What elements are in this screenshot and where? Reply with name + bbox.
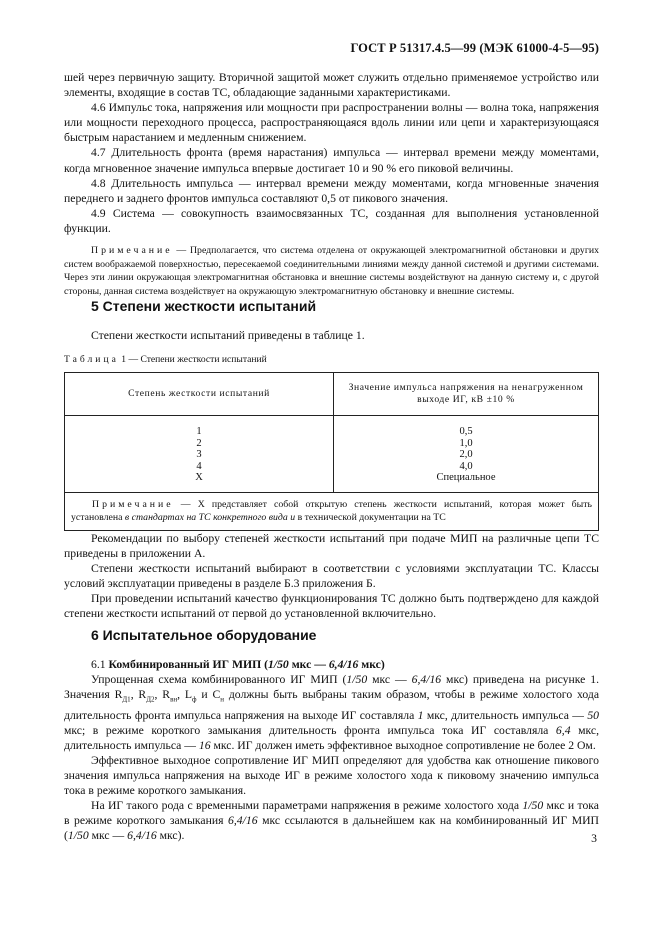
table-value: Специальное (436, 472, 496, 484)
table-col1-header: Степень жесткости испытаний (65, 373, 334, 416)
table-col2-header: Значение импульса напряжения на ненагруженном выходе ИГ, кВ ±10 % (334, 373, 599, 416)
t: , R (154, 688, 171, 702)
t: 6,4/16 (127, 829, 157, 843)
table-note-text-end: в технической документации на ТС (297, 512, 446, 524)
t: 6,4/16 (411, 673, 442, 687)
table-value: 1,0 (459, 437, 473, 449)
note-system (64, 244, 599, 298)
t: 1/50 (67, 829, 89, 843)
table-note-label: Примечание (92, 498, 174, 510)
section-6-text (64, 657, 599, 843)
table-row (65, 416, 599, 493)
page-number: 3 (591, 832, 597, 845)
t: Д1 (122, 695, 131, 704)
section-4-text (64, 70, 599, 298)
table-level: 3 (196, 449, 202, 461)
paragraph-4-8: 4.8 Длительность импульса — интервал времени между моментами, когда мгновенные значения переднего и заднего фронтов импульса составляют 0,5 от пикового значения. (64, 176, 599, 205)
table-caption (64, 354, 267, 365)
t: , L (177, 688, 193, 702)
t: Д2 (146, 695, 155, 704)
table-note-italic: в стандартах на ТС конкретного вида (124, 512, 288, 524)
t: мкс, длительность импульса — (64, 723, 599, 752)
table-levels-cell (65, 416, 334, 493)
table-note-row (65, 492, 599, 530)
t: ф (192, 695, 197, 704)
table-value: 2,0 (459, 449, 473, 461)
paragraph-4-9: 4.9 Система — совокупность взаимосвязанных ТС, созданная для выполнения установленной функции. (64, 206, 599, 235)
t: н (220, 695, 225, 704)
t: мкс ссылаются в дальнейшем как на комбинированный ИГ МИП ( (64, 814, 599, 843)
paragraph-continuation: шей через первичную защиту. Вторичной защитой может служить отдельно применяемое устройство или элементы, входящие в состав ТС, обладающие заданными характеристиками. (64, 71, 599, 100)
t: мкс и тока в режиме короткого замыкания (64, 799, 599, 828)
t: мкс; в режиме короткого замыкания длительность фронта импульса тока ИГ составляла (64, 723, 556, 737)
table-value: 0,5 (459, 426, 473, 437)
t: мкс, длительность импульса — (423, 708, 588, 722)
subsection-number: 6.1 (91, 658, 106, 671)
t: 6,4 (555, 723, 571, 737)
table-note-and: и (290, 512, 296, 524)
t: На ИГ такого рода с временными параметрами напряжения в режиме холостого хода (91, 799, 523, 813)
t: , R (130, 688, 147, 702)
section-5-intro: Степени жесткости испытаний приведены в таблице 1. (91, 329, 365, 342)
table-caption-label: Таблица (64, 354, 119, 365)
t: Упрощенная схема комбинированного ИГ МИП ( (91, 673, 347, 687)
t: должны быть выбраны таким образом, чтобы в режиме холостого хода длительность фронта импульса напряжения на выходе ИГ составляла (64, 688, 600, 722)
subsection-title-a: Комбинированный ИГ МИП ( (108, 658, 268, 671)
paragraph-6-1-impedance: Эффективное выходное сопротивление ИГ МИП определяют для удобства как отношение пикового значения импульса напряжения на выходе ИГ в режиме холостого хода к пиковому значению импульса тока в режиме короткого замыкания. (64, 753, 599, 798)
paragraph-6-1-reference (64, 798, 599, 843)
t: вн (170, 695, 178, 704)
note-text: — Предполагается, что система отделена от окружающей электромагнитной обстановки и других систем воображаемой поверхностью, пересекаемой соединительными линиями между данной системой и другими системами. Через эти линии окружающая электромагнитная обстановка и внешние системы воздействуют на данную систему и, с другой стороны, данная система воздействует на окружающую электромагнитную обстановку и внешние системы. (64, 245, 599, 297)
paragraph-quality: При проведении испытаний качество функционирования ТС должно быть подтверждено для каждой степени жесткости испытаний от первой до установленной включительно. (64, 592, 599, 621)
severity-table (64, 372, 599, 531)
t: 50 (587, 708, 599, 722)
table-caption-text: 1 — Степени жесткости испытаний (121, 354, 267, 365)
table-level: 1 (196, 426, 202, 437)
paragraph-4-6: 4.6 Импульс тока, напряжения или мощности при распространении волны — волна тока, напряжения или мощности переходного процесса, распространяющаяся вдоль линии или цепи и характеризующаяся быстрым нарастанием и медленным снижением. (64, 101, 599, 145)
table-level: 4 (196, 460, 202, 472)
t: мкс). (156, 829, 185, 843)
table-header-row (65, 373, 599, 416)
section-5-heading: 5 Степени жесткости испытаний (91, 298, 317, 314)
section-5-text (64, 531, 599, 622)
paragraph-severity-choice: Степени жесткости испытаний выбирают в соответствии с условиями эксплуатации ТС. Классы условий эксплуатации приведены в разделе Б.3 приложения Б. (64, 562, 599, 591)
t: мкс) приведена на рисунке 1. Значения R (64, 673, 599, 702)
table-note-text: — X представляет собой открытую степень жесткости испытаний, которая может быть установлена (71, 498, 592, 524)
t: мкс. ИГ должен иметь эффективное выходное сопротивление не более 2 Ом. (210, 738, 596, 752)
subsection-title-e: мкс) (358, 658, 385, 671)
t: 1/50 (346, 673, 368, 687)
table-level: 2 (196, 437, 202, 449)
table-values-cell (334, 416, 599, 493)
section-6-heading: 6 Испытательное оборудование (91, 627, 317, 643)
t: мкс — (88, 829, 128, 843)
t: 16 (198, 738, 211, 752)
t: 1/50 (522, 799, 544, 813)
t: 6,4/16 (228, 814, 258, 828)
subsection-title-c: мкс — (288, 658, 329, 671)
page-header: ГОСТ Р 51317.4.5—99 (МЭК 61000-4-5—95) (350, 41, 599, 55)
table-note (65, 492, 599, 530)
section-5-intro-wrap (64, 328, 599, 343)
subsection-title-d: 6,4/16 (328, 658, 359, 671)
subsection-6-1-title (64, 657, 599, 672)
t: и C (196, 688, 221, 702)
t: 1 (417, 708, 424, 722)
table-level: X (195, 472, 203, 484)
table-value: 4,0 (459, 460, 473, 472)
paragraph-6-1-scheme (64, 672, 599, 753)
t: мкс — (367, 673, 412, 687)
note-label: Примечание (91, 245, 173, 257)
paragraph-recommendations: Рекомендации по выбору степеней жесткости испытаний при подаче МИП на различные цепи ТС приведены в приложении А. (64, 532, 599, 561)
subsection-title-b: 1/50 (267, 658, 289, 671)
paragraph-4-7: 4.7 Длительность фронта (время нарастания) импульса — интервал времени между моментами, когда мгновенное значение импульса впервые достигает 10 и 90 % его пиковой величины. (64, 146, 599, 175)
